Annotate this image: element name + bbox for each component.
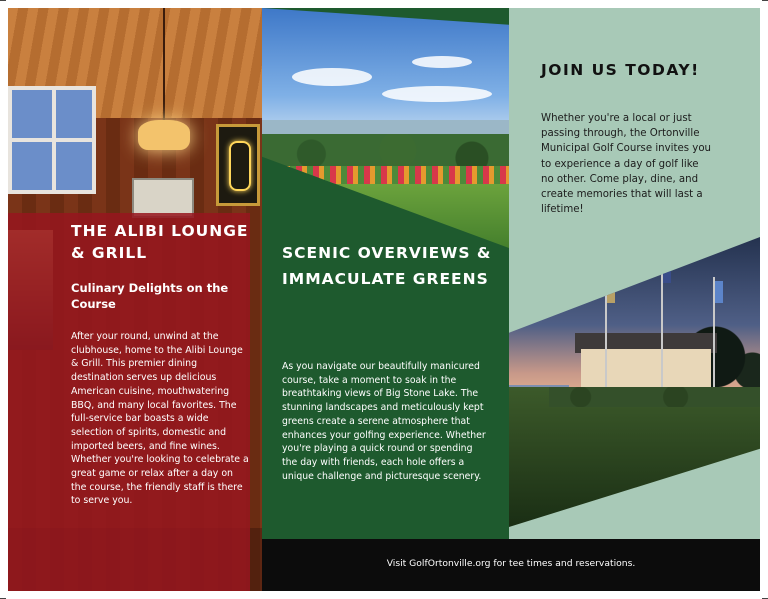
lake-view-photo [262,8,509,248]
right-panel-body: Whether you're a local or just passing through, the Ortonville Municipal Golf Course invites you to experience a day of golf like no other. Come play, dine, and create memories that will last a lifetime! [541,113,712,216]
chandelier-icon [138,120,190,150]
flag-icon [607,281,615,303]
middle-panel [262,8,509,591]
neon-sign-icon [216,124,260,206]
left-panel-body: After your round, unwind at the clubhouse, home to the Alibi Lounge & Grill. This premier dining destination serves up delicious American cuisine, mouthwatering BBQ, and many local favorites. The full-service bar boasts a wide selection of spirits, domestic and imported beers, and fine wines. Whether you're looking to celebrate a great game or relax after a day on the course, the friendly staff is there to serve you. [71,331,249,507]
flag-icon [663,261,671,283]
window-icon [8,86,96,194]
clubhouse-icon [581,349,711,389]
left-panel-title: THE ALIBI LOUNGE & GRILL [71,222,249,262]
crop-mark [0,0,6,1]
crop-mark [762,0,768,1]
flag-icon [715,281,723,303]
clubhouse-dusk-photo [509,237,760,527]
right-panel-title: JOIN US TODAY! [541,61,700,79]
right-panel [509,8,760,591]
brochure-page [8,8,760,591]
footer-bar [262,539,760,591]
middle-panel-body: As you navigate our beautifully manicured course, take a moment to soak in the breathtaking views of Big Stone Lake. The stunning landscapes and meticulously kept greens create a serene atmosphere that enhances your golfing experience. Whether you're playing a quick round or spending the day with friends, each hole offers a unique challenge and picturesque scenery. [282,361,486,482]
middle-panel-title: SCENIC OVERVIEWS & IMMACULATE GREENS [282,244,492,288]
footer-text: Visit GolfOrtonville.org for tee times and reservations. [386,558,636,569]
left-panel-subtitle: Culinary Delights on the Course [71,281,229,311]
left-panel [8,8,262,591]
